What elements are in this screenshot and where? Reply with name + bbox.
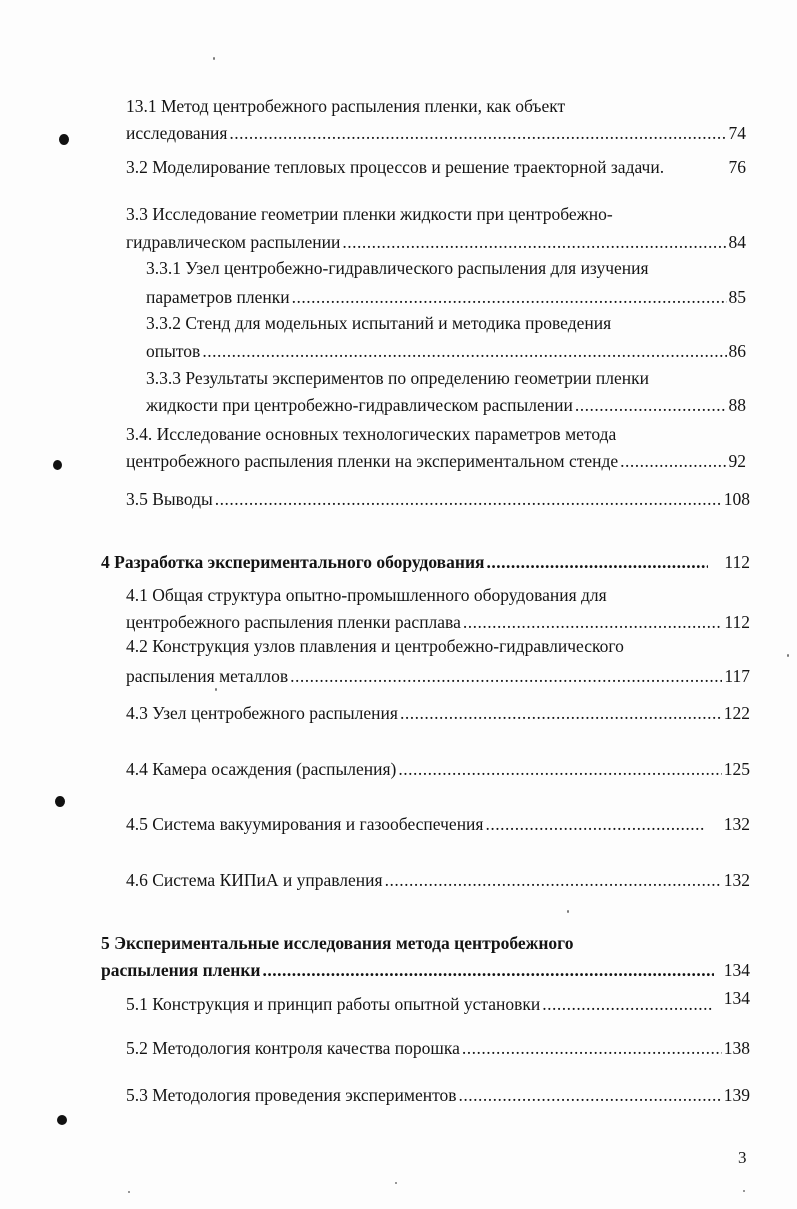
toc-number: 4 (101, 552, 110, 572)
toc-entry-5-3 (126, 1083, 750, 1107)
toc-page: 92 (728, 451, 746, 471)
toc-page: 139 (723, 1085, 750, 1105)
toc-entry-3-4 (126, 422, 746, 473)
toc-entry-4-4 (126, 757, 750, 781)
toc-number: 3.3.3 (146, 368, 181, 388)
leader-dots (292, 285, 727, 309)
toc-title: Система КИПиА и управления (152, 870, 383, 890)
toc-number: 4.3 (126, 703, 148, 723)
toc-entry-3-5 (126, 487, 750, 511)
leader-dots (485, 812, 705, 836)
leader-dots (575, 393, 727, 417)
toc-page: 76 (728, 157, 746, 177)
toc-entry-3-3-1 (146, 256, 746, 309)
toc-title-line2: распыления металлов (126, 666, 289, 686)
leader-dots (202, 339, 726, 363)
toc-entry-3-3-2 (146, 311, 746, 363)
toc-page: 108 (723, 489, 750, 509)
scan-speck (395, 1182, 397, 1184)
page-number: 3 (738, 1148, 747, 1167)
toc-number: 3.3.2 (146, 313, 181, 333)
toc-entry-5-2 (126, 1036, 750, 1060)
toc-number: 3.3 (126, 204, 148, 224)
leader-dots (398, 757, 721, 781)
scan-speck (128, 1191, 130, 1193)
toc-entry-4-1 (126, 583, 750, 634)
toc-page: 138 (723, 1038, 750, 1058)
toc-title-line1: Экспериментальные исследования метода центробежного (114, 933, 574, 953)
toc-number: 3.5 (126, 489, 148, 509)
toc-number: 3.3.1 (146, 258, 181, 278)
toc-title-line2: опытов (146, 341, 201, 361)
toc-title-line2: центробежного распыления пленки расплава (126, 612, 461, 632)
toc-number: 4.4 (126, 759, 148, 779)
toc-title: Моделирование тепловых процессов и решение траекторной задачи. (152, 157, 665, 177)
scan-speck (213, 57, 215, 60)
leader-dots (229, 121, 726, 145)
toc-title-line2: центробежного распыления пленки на экспериментальном стенде (126, 451, 619, 471)
leader-dots (462, 1036, 722, 1060)
toc-title: Система вакуумирования и газообеспечения (152, 814, 484, 834)
toc-number: 5.3 (126, 1085, 148, 1105)
leader-dots (263, 958, 714, 982)
toc-title-line1: Узел центробежно-гидравлического распыления для изучения (185, 258, 649, 278)
toc-title-line1: Исследование основных технологических параметров метода (156, 424, 617, 444)
toc-entry-3-3-3 (146, 366, 746, 417)
toc-entry-4-6 (126, 868, 750, 892)
toc-title: Методология проведения экспериментов (152, 1085, 457, 1105)
toc-entry-5-1 (126, 988, 750, 1016)
toc-number: 4.1 (126, 585, 148, 605)
scan-speck (743, 1190, 745, 1192)
toc-title: Выводы (152, 489, 213, 509)
leader-dots (463, 610, 723, 634)
toc-title-line1: Конструкция узлов плавления и центробежно-гидравлического (152, 636, 624, 656)
toc-entry-4-3 (126, 701, 750, 725)
toc-page: 74 (728, 123, 746, 143)
toc-title-line2: жидкости при центробежно-гидравлическом распылении (146, 395, 573, 415)
toc-title-line2: распыления пленки (101, 960, 261, 980)
toc-title-line2: гидравлическом распылении (126, 232, 341, 252)
toc-page: 112 (724, 612, 750, 632)
toc-title-line1: Исследование геометрии пленки жидкости при центробежно- (152, 204, 613, 224)
toc-entry-3-2 (126, 155, 746, 179)
toc-title-line2: исследования (126, 123, 228, 143)
toc-number: 5.2 (126, 1038, 148, 1058)
leader-dots (342, 230, 726, 254)
toc-title: Разработка экспериментального оборудования (114, 552, 485, 572)
toc-number: 4.6 (126, 870, 148, 890)
leader-dots (487, 550, 709, 574)
toc-page: 112 (724, 552, 750, 572)
toc-entry-4-2 (126, 634, 750, 688)
toc-page: 84 (728, 232, 746, 252)
punch-hole-mark (59, 134, 69, 145)
toc-number: 3.2 (126, 157, 148, 177)
punch-hole-mark (55, 796, 65, 807)
toc-title: Камера осаждения (распыления) (152, 759, 397, 779)
leader-dots (620, 449, 726, 473)
toc-title: Конструкция и принцип работы опытной установки (152, 994, 541, 1014)
toc-number: 5.1 (126, 994, 148, 1014)
toc-page: 88 (728, 395, 746, 415)
leader-dots (542, 992, 713, 1016)
toc-entry-5 (101, 931, 750, 982)
toc-number: 3.4. (126, 424, 153, 444)
toc-title: Узел центробежного распыления (152, 703, 398, 723)
punch-hole-mark (57, 1115, 67, 1125)
toc-entry-4 (101, 550, 750, 574)
toc-page: 134 (723, 960, 750, 980)
toc-page: 134 (723, 988, 750, 1008)
leader-dots (400, 701, 722, 725)
toc-number: 13.1 (126, 96, 157, 116)
toc-page: 117 (724, 666, 750, 686)
toc-page: 125 (723, 759, 750, 779)
toc-title-line1: Стенд для модельных испытаний и методика проведения (185, 313, 612, 333)
toc-page: 86 (728, 341, 746, 361)
toc-title-line2: параметров пленки (146, 287, 290, 307)
scan-speck (567, 910, 569, 913)
toc-entry-13-1 (126, 94, 746, 145)
punch-hole-mark (53, 460, 62, 470)
toc-number: 4.5 (126, 814, 148, 834)
leader-dots (385, 868, 722, 892)
leader-dots (290, 664, 722, 688)
toc-number: 5 (101, 933, 110, 953)
toc-page: 122 (723, 703, 750, 723)
toc-title: Методология контроля качества порошка (152, 1038, 460, 1058)
toc-number: 4.2 (126, 636, 148, 656)
toc-page: 132 (723, 870, 750, 890)
leader-dots (459, 1083, 722, 1107)
toc-page: 85 (728, 287, 746, 307)
toc-title-line1: Общая структура опытно-промышленного оборудования для (152, 585, 607, 605)
scan-speck (787, 654, 789, 657)
toc-entry-3-3 (126, 202, 746, 254)
toc-title-line1: Метод центробежного распыления пленки, как объект (161, 96, 566, 116)
scan-speck (215, 688, 217, 691)
toc-page: 132 (723, 814, 750, 834)
toc-title-line1: Результаты экспериментов по определению геометрии пленки (185, 368, 650, 388)
toc-entry-4-5 (126, 812, 750, 836)
leader-dots (215, 487, 722, 511)
